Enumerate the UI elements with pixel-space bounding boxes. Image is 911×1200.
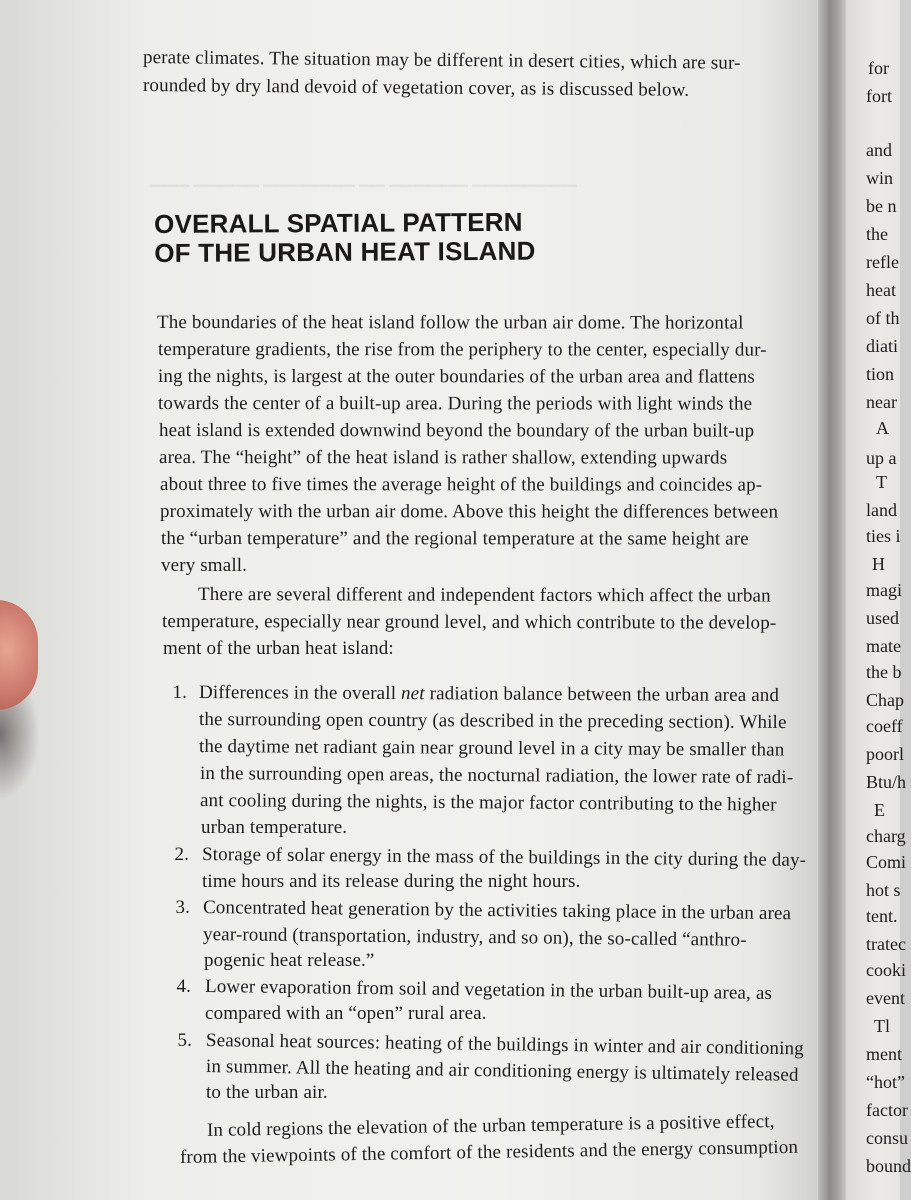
paragraph-line: In cold regions the elevation of the urban temperature is a positive effect, <box>206 1111 775 1141</box>
right-page-line: tratec <box>866 934 906 954</box>
list-item-text: Differences in the overall <box>198 682 402 705</box>
list-number: 5. <box>177 1030 192 1051</box>
top-paragraph-line: rounded by dry land devoid of vegetation cover, as is discussed below. <box>142 75 690 101</box>
right-page-line: ties i <box>866 526 901 546</box>
right-page-line: T <box>876 472 887 492</box>
right-page-line: mate <box>866 636 901 656</box>
right-page-line: event <box>866 988 905 1008</box>
right-page-line: used <box>866 608 899 628</box>
right-page-line: fort <box>866 86 892 106</box>
list-number: 2. <box>174 844 189 865</box>
right-page-line: charg <box>866 826 906 846</box>
list-item-line: compared with an “open” rural area. <box>205 1003 487 1024</box>
paragraph-line: towards the center of a built-up area. During the periods with light winds the <box>157 393 753 415</box>
right-page-line: E <box>874 800 885 820</box>
paragraph-line: area. The “height” of the heat island is rather shallow, extending upwards <box>158 447 728 469</box>
right-page-line: heat <box>866 280 896 300</box>
list-number: 4. <box>176 976 191 997</box>
right-page-line: tent. <box>866 906 898 926</box>
paragraph-line: temperature gradients, the rise from the periphery to the center, especially dur- <box>157 339 767 361</box>
paragraph-line: proximately with the urban air dome. Above this height the differences between <box>159 501 779 523</box>
right-page-line: cooki <box>866 960 906 980</box>
list-item-line: Seasonal heat sources: heating of the buildings in winter and air conditioning <box>205 1030 805 1060</box>
section-heading <box>154 208 536 268</box>
list-item-line: Lower evaporation from soil and vegetation in the urban built-up area, as <box>204 976 773 1004</box>
right-page-line: near <box>866 392 897 412</box>
right-page-line: Comi <box>866 852 907 872</box>
emphasis-net: net <box>401 683 425 705</box>
paragraph-line: the “urban temperature” and the regional temperature at the same height are <box>160 528 749 550</box>
right-page-line: Tl <box>874 1016 890 1036</box>
list-number: 1. <box>172 682 187 703</box>
right-page-line: Btu/h <box>866 772 907 792</box>
right-page-line: win <box>866 168 893 188</box>
top-paragraph-line: perate climates. The situation may be different in desert cities, which are sur- <box>142 47 741 74</box>
book-gutter <box>818 0 848 1200</box>
list-item-line: the surrounding open country (as described in the preceding section). While <box>198 709 787 734</box>
list-item-text: radiation balance between the urban area and <box>424 683 780 707</box>
list-item-line <box>199 680 779 709</box>
paragraph-line: ing the nights, is largest at the outer boundaries of the urban area and flattens <box>157 366 755 388</box>
paragraph-line: temperature, especially near ground level, and which contribute to the develop- <box>161 611 777 634</box>
show-through: ▁▁▁ ▁▁▁▁▁ ▁▁▁▁▁▁▁ ▁▁ ▁▁▁▁▁▁ ▁▁▁▁▁▁▁▁ <box>150 168 577 187</box>
right-page-line: H <box>872 554 885 574</box>
list-item-line: to the urban air. <box>206 1082 328 1103</box>
right-page-line: Chap <box>866 690 904 710</box>
right-page-line: coeff <box>866 716 903 736</box>
right-page-line: hot s <box>866 880 901 900</box>
section-heading-line: OVERALL SPATIAL PATTERN <box>153 206 523 239</box>
section-heading-line: OF THE URBAN HEAT ISLAND <box>154 235 536 268</box>
right-page-line: the b <box>866 662 902 682</box>
right-page-line: magi <box>866 580 902 600</box>
paragraph-line: from the viewpoints of the comfort of the residents and the energy consumption <box>179 1136 799 1168</box>
list-item-line: Storage of solar energy in the mass of the buildings in the city during the day- <box>201 844 807 871</box>
list-item-line: pogenic heat release.” <box>204 950 375 971</box>
right-page-line: ment <box>866 1044 902 1064</box>
list-item-line: in the surrounding open areas, the nocturnal radiation, the lower rate of radi- <box>199 763 794 789</box>
paragraph-line: The boundaries of the heat island follow the urban air dome. The horizontal <box>156 312 744 334</box>
right-page-line: consu <box>866 1128 908 1148</box>
right-page-line: the <box>866 224 888 244</box>
list-item-line: time hours and its release during the night hours. <box>202 871 581 892</box>
right-page-line: diati <box>866 336 898 356</box>
right-page-line: refle <box>866 252 899 272</box>
paragraph-line: heat island is extended downwind beyond the boundary of the urban built-up <box>158 420 755 442</box>
right-page-line: tion <box>866 364 895 384</box>
paragraph-line: ment of the urban heat island: <box>163 638 394 659</box>
right-page-line: “hot” <box>866 1072 905 1092</box>
right-page-line: poorl <box>866 744 904 764</box>
right-page-line: and <box>866 140 892 160</box>
right-page-line: for <box>868 58 889 78</box>
right-page-line: factor <box>866 1100 908 1120</box>
right-page-line: up a <box>866 448 897 468</box>
right-page-line: A <box>876 418 889 438</box>
list-item-line: in summer. All the heating and air conditioning energy is ultimately released <box>205 1056 799 1086</box>
list-item-line: the daytime net radiant gain near ground level in a city may be smaller than <box>198 736 785 761</box>
right-page-text <box>846 0 911 1200</box>
list-item-line: ant cooling during the nights, is the major factor contributing to the higher <box>199 790 777 816</box>
list-item-line: year-round (transportation, industry, and so on), the so-called “anthro- <box>202 924 747 951</box>
right-page-line: bound <box>866 1156 911 1176</box>
list-item-line: Concentrated heat generation by the activities taking place in the urban area <box>202 897 792 925</box>
paragraph-line: about three to five times the average height of the buildings and coincides ap- <box>159 474 763 496</box>
paragraph-line: There are several different and independent factors which affect the urban <box>197 584 771 607</box>
list-number: 3. <box>175 897 190 918</box>
list-item-line: urban temperature. <box>201 817 348 838</box>
right-page-line: be n <box>866 196 897 216</box>
paragraph-line: very small. <box>161 555 248 576</box>
right-page-line: of th <box>866 308 900 328</box>
right-page-line: land <box>866 500 897 520</box>
